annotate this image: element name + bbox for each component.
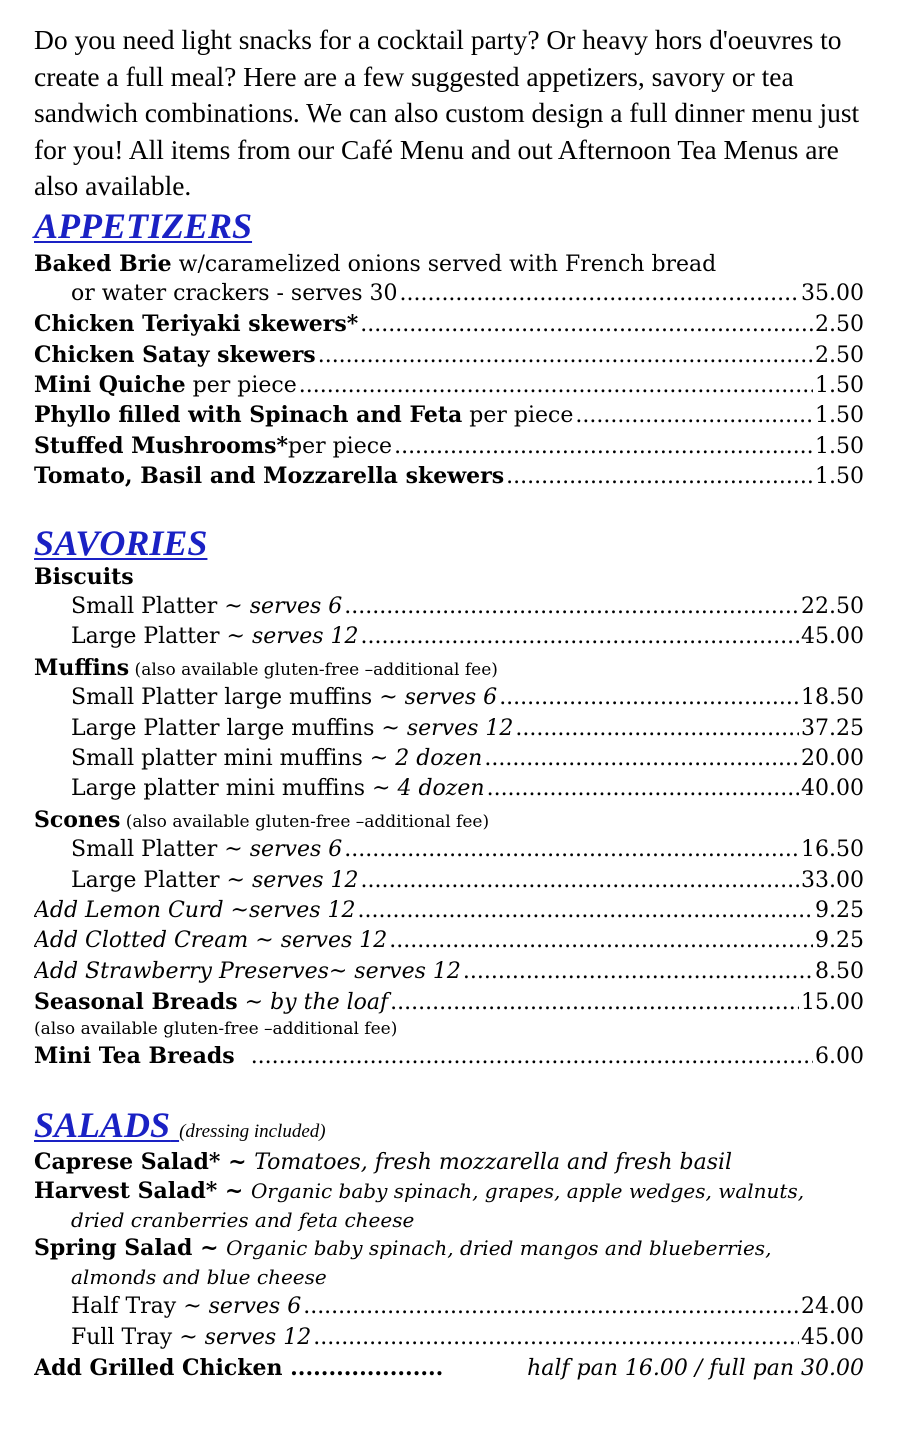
item-name: Phyllo filled with Spinach and Feta — [34, 402, 463, 429]
menu-row — [34, 309, 864, 339]
item-sep: ~ — [220, 1148, 255, 1175]
item-price: 9.25 — [815, 897, 864, 923]
item-name: Stuffed Mushrooms* — [34, 432, 288, 459]
item-desc-continued: or water crackers - serves 30 — [71, 280, 398, 306]
leader-dots — [344, 592, 799, 622]
item-name: Caprese Salad* — [34, 1148, 221, 1175]
item-desc: Organic baby spinach, grapes, apple wedges, walnuts, — [251, 1179, 805, 1204]
leader-dots — [303, 1292, 799, 1322]
item-price: half pan 16.00 / full pan 30.00 — [527, 1356, 864, 1382]
item-name: Add Grilled Chicken — [34, 1355, 283, 1382]
item-name: Mini Tea Breads — [34, 1043, 235, 1070]
item-price: 18.50 — [801, 685, 864, 711]
item-price: 33.00 — [801, 867, 864, 893]
menu-row — [34, 774, 864, 804]
menu-row — [34, 461, 864, 491]
salads-title: SALADS — [34, 1104, 171, 1145]
item-price: 1.50 — [815, 464, 864, 490]
item-extra: per piece — [185, 373, 297, 399]
spring-line-2: almonds and blue cheese — [71, 1265, 327, 1290]
menu-row — [34, 866, 864, 896]
item-price: 8.50 — [815, 958, 864, 984]
item-price: 1.50 — [815, 373, 864, 399]
item-label: Large Platter large muffins ~ — [71, 715, 407, 741]
menu-row — [34, 1292, 864, 1322]
item-price: 20.00 — [801, 745, 864, 771]
menu-row — [34, 683, 864, 713]
item-label: Small platter mini muffins ~ — [71, 745, 396, 771]
menu-row — [34, 1041, 864, 1071]
item-name: Spring Salad — [34, 1235, 193, 1262]
item-extra: ~ by the loaf — [237, 990, 389, 1016]
item-serves: serves 12 — [204, 1324, 312, 1350]
item-serves: serves 12 — [251, 867, 359, 893]
item-price: 1.50 — [815, 403, 864, 429]
menu-page — [34, 22, 864, 1383]
leader-dots — [499, 683, 799, 713]
leader-dots — [361, 622, 800, 652]
leader-dots — [484, 744, 799, 774]
item-desc: w/caramelized onions served with French bread — [171, 251, 717, 277]
leader-dots — [390, 988, 799, 1017]
leader-dots — [318, 341, 813, 370]
item-name: Muffins — [34, 654, 130, 681]
menu-row — [34, 987, 864, 1017]
item-label: Small Platter large muffins ~ — [71, 685, 405, 711]
leader-dots — [463, 957, 813, 987]
menu-row — [34, 431, 864, 461]
addon-label: Add Lemon Curd ~serves 12 — [34, 897, 356, 923]
item-name: Scones — [34, 806, 121, 833]
item-price: 40.00 — [801, 776, 864, 802]
menu-row — [34, 1353, 864, 1383]
menu-row — [34, 340, 864, 370]
leader-dots — [358, 896, 813, 926]
leader-dots — [515, 714, 799, 744]
menu-row — [34, 592, 864, 622]
menu-row — [34, 835, 864, 865]
leader-dots — [394, 432, 813, 461]
item-serves: serves 6 — [249, 837, 343, 863]
intro-text: Do you need light snacks for a cocktail party? Or heavy hors d'oeuvres to create a full meal? Here are a few suggested appetizers, savory or tea sandwich combinations. We can also custom design a full dinner menu just for you! All items from our Café Menu and out Afternoon Tea Menus are also available. — [34, 24, 860, 201]
addon-label: Add Strawberry Preserves~ serves 12 — [34, 958, 461, 984]
menu-row — [34, 957, 864, 987]
scones-heading — [34, 805, 864, 835]
item-price: 45.00 — [801, 624, 864, 650]
leader-dots — [344, 835, 799, 865]
menu-row — [34, 279, 864, 309]
item-price: 37.25 — [801, 715, 864, 741]
addon-label: Add Clotted Cream ~ serves 12 — [34, 928, 388, 954]
item-label: Small Platter ~ — [71, 594, 250, 620]
item-price: 24.00 — [801, 1294, 864, 1320]
item-note: (also available gluten-free –additional fee) — [129, 659, 498, 680]
item-name: Seasonal Breads — [34, 989, 238, 1016]
menu-row — [34, 744, 864, 774]
seasonal-note: (also available gluten-free –additional fee) — [34, 1019, 398, 1040]
item-price: 2.50 — [815, 342, 864, 368]
item-label: Full Tray ~ — [71, 1324, 205, 1350]
item-dots: .................... — [282, 1355, 444, 1382]
item-name: Chicken Teriyaki skewers* — [34, 311, 359, 338]
item-price: 22.50 — [801, 594, 864, 620]
item-name: Baked Brie — [34, 250, 172, 277]
item-extra: per piece — [462, 403, 574, 429]
item-serves: serves 12 — [406, 715, 514, 741]
item-serves: serves 6 — [249, 594, 343, 620]
item-price: 45.00 — [801, 1324, 864, 1350]
item-label: Large Platter ~ — [71, 624, 252, 650]
leader-dots — [487, 774, 799, 804]
item-label: Large platter mini muffins ~ — [71, 776, 398, 802]
menu-row — [34, 370, 864, 400]
item-price: 6.00 — [815, 1044, 864, 1070]
item-price: 35.00 — [801, 280, 864, 306]
item-serves: serves 6 — [208, 1294, 302, 1320]
item-label: Large Platter ~ — [71, 867, 252, 893]
menu-row — [34, 1323, 864, 1353]
leader-dots — [399, 279, 799, 309]
menu-row — [34, 400, 864, 430]
item-sep: ~ — [192, 1235, 227, 1262]
salads-note: (dressing included) — [179, 1120, 326, 1142]
item-desc: Organic baby spinach, dried mangos and blueberries, — [226, 1236, 772, 1261]
item-name: Tomato, Basil and Mozzarella skewers — [34, 463, 505, 490]
menu-row — [34, 714, 864, 744]
leader-dots — [389, 926, 813, 956]
menu-row — [34, 896, 864, 926]
item-label: Half Tray ~ — [71, 1294, 209, 1320]
baked-brie-line — [34, 249, 864, 279]
leader-dots — [251, 1042, 813, 1071]
spring-line — [34, 1234, 864, 1263]
item-desc: Tomatoes, fresh mozzarella and fresh basil — [254, 1149, 733, 1175]
leader-dots — [575, 401, 813, 430]
item-sep: ~ — [217, 1178, 252, 1205]
harvest-line-2: dried cranberries and feta cheese — [71, 1208, 415, 1233]
item-price: 15.00 — [801, 990, 864, 1016]
item-serves: 4 dozen — [397, 776, 485, 802]
harvest-line — [34, 1177, 864, 1206]
item-price: 9.25 — [815, 928, 864, 954]
item-name: Chicken Satay skewers — [34, 341, 316, 368]
leader-dots — [360, 310, 813, 339]
item-label: Small Platter ~ — [71, 837, 250, 863]
leader-dots — [299, 371, 813, 400]
caprese-line — [34, 1147, 864, 1177]
item-price: 1.50 — [815, 433, 864, 459]
item-price: 2.50 — [815, 312, 864, 338]
item-extra: per piece — [287, 433, 393, 459]
leader-dots — [506, 462, 813, 491]
muffins-heading — [34, 653, 864, 683]
menu-row — [34, 926, 864, 956]
item-name: Mini Quiche — [34, 372, 186, 399]
appetizers-heading: APPETIZERS — [34, 205, 253, 246]
leader-dots — [361, 866, 800, 896]
biscuits-heading: Biscuits — [34, 563, 134, 590]
item-price: 16.50 — [801, 837, 864, 863]
savories-heading: SAVORIES — [34, 522, 208, 563]
menu-row — [34, 622, 864, 652]
item-serves: serves 12 — [251, 624, 359, 650]
item-name: Harvest Salad* — [34, 1178, 218, 1205]
salads-heading — [34, 1104, 864, 1145]
item-serves: serves 6 — [404, 685, 498, 711]
item-note: (also available gluten-free –additional fee) — [120, 811, 490, 832]
item-serves: 2 dozen — [395, 745, 483, 771]
leader-dots — [313, 1323, 799, 1353]
